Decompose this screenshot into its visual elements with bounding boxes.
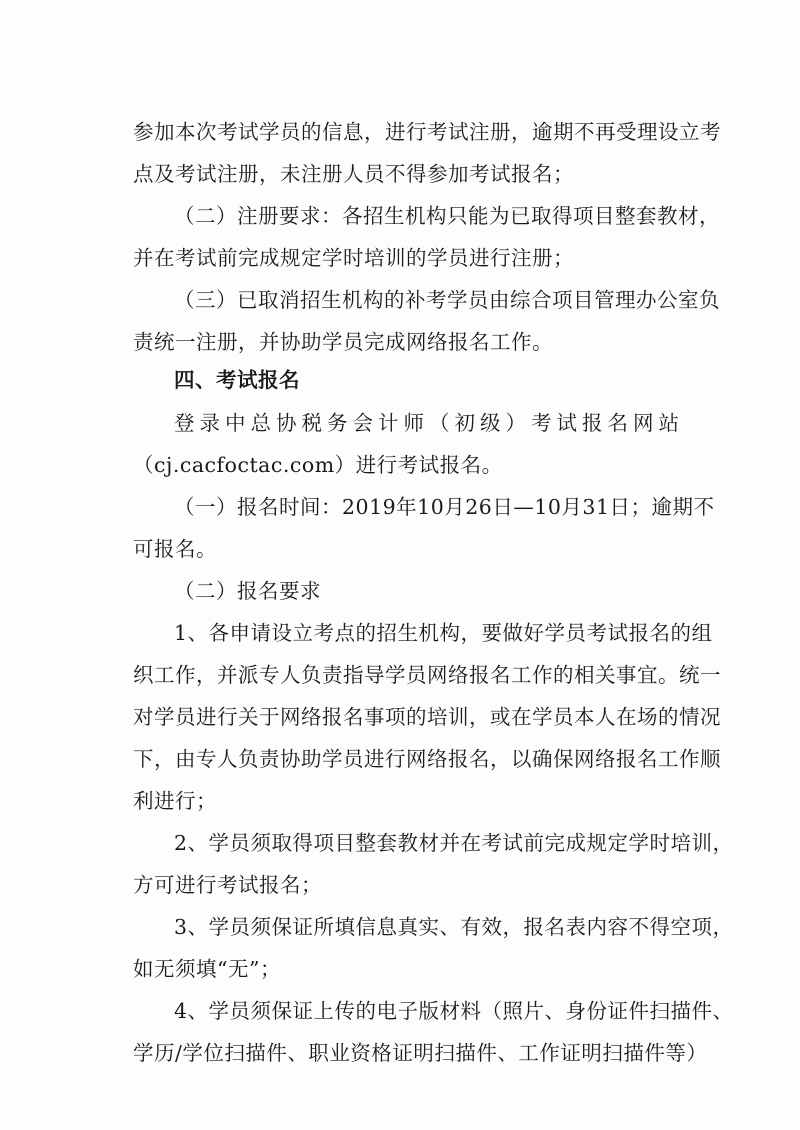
body-line-12: （二）报名要求 (174, 579, 321, 603)
body-line-13: 1、各申请设立考点的招生机构，要做好学员考试报名的组 (174, 621, 713, 645)
body-line-10: （一）报名时间：2019年10月26日—10月31日；逾期不 (174, 495, 715, 519)
body-line-1: 参加本次考试学员的信息，进行考试注册，逾期不再受理设立考 (133, 120, 721, 144)
body-line-5: （三）已取消招生机构的补考学员由综合项目管理办公室负 (174, 288, 720, 312)
body-line-6: 责统一注册，并协助学员完成网络报名工作。 (133, 330, 553, 354)
body-line-17: 利进行； (133, 789, 217, 813)
body-line-21: 如无须填“无”； (133, 957, 281, 981)
body-line-11: 可报名。 (133, 537, 217, 561)
body-line-16: 下，由专人负责协助学员进行网络报名，以确保网络报名工作顺 (133, 747, 721, 771)
body-line-23: 学历/学位扫描件、职业资格证明扫描件、工作证明扫描件等） (133, 1041, 708, 1065)
body-line-22: 4、学员须保证上传的电子版材料（照片、身份证件扫描件、 (174, 999, 734, 1023)
body-line-9: （cj.cacfoctac.com）进行考试报名。 (133, 453, 503, 477)
body-line-2: 点及考试注册，未注册人员不得参加考试报名； (133, 162, 574, 186)
body-line-3: （二）注册要求：各招生机构只能为已取得项目整套教材， (174, 204, 720, 228)
body-line-20: 3、学员须保证所填信息真实、有效，报名表内容不得空项， (174, 915, 734, 939)
body-line-4: 并在考试前完成规定学时培训的学员进行注册； (133, 246, 574, 270)
body-line-15: 对学员进行关于网络报名事项的培训，或在学员本人在场的情况 (133, 705, 721, 729)
body-line-14: 织工作，并派专人负责指导学员网络报名工作的相关事宜。统一 (133, 663, 721, 687)
body-line-19: 方可进行考试报名； (133, 873, 322, 897)
body-line-18: 2、学员须取得项目整套教材并在考试前完成规定学时培训， (174, 831, 734, 855)
section-heading: 四、考试报名 (174, 368, 300, 392)
body-line-8: 登录中总协税务会计师（初级）考试报名网站 (174, 411, 684, 435)
